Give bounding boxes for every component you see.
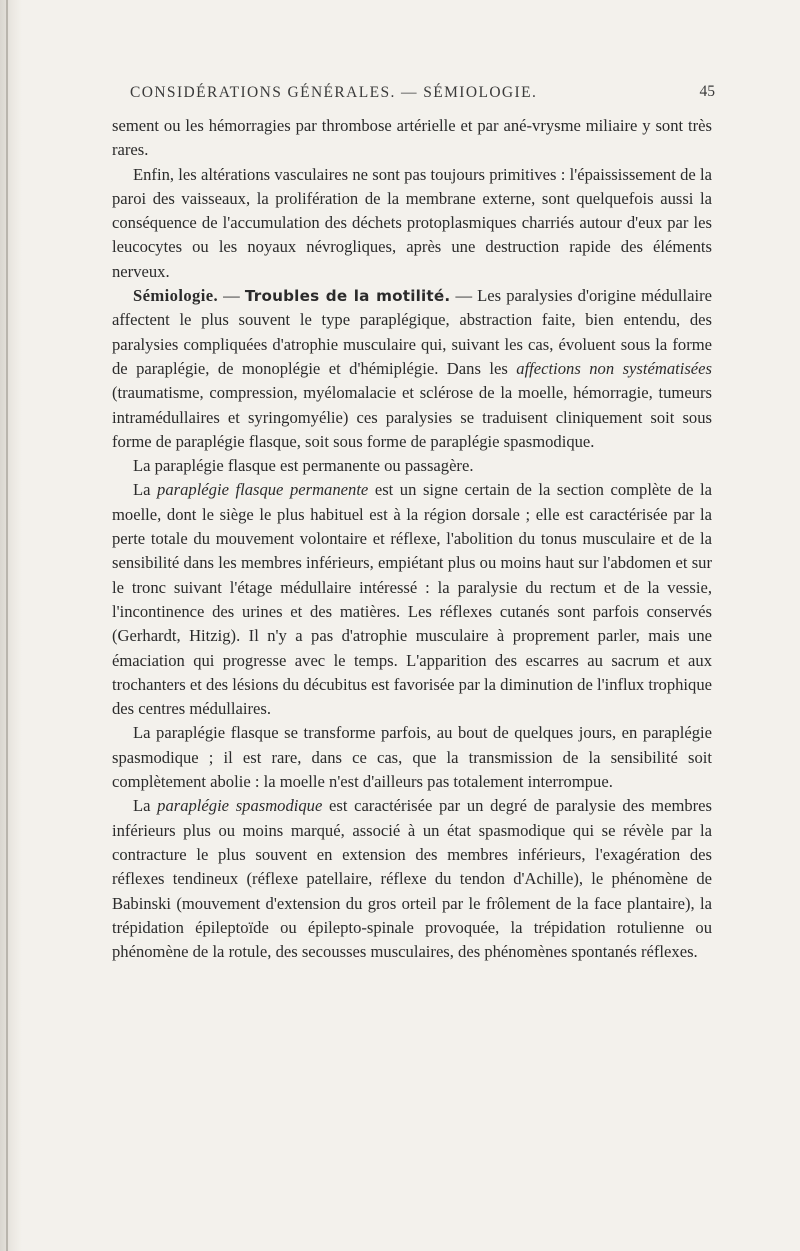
- paragraph-flaccid-permanent: [112, 478, 712, 721]
- book-page: [112, 80, 715, 964]
- paragraph-text: est un signe certain de la section complète de la moelle, dont le siège le plus habituel est à la région dorsale ; elle est caractérisée par la perte totale du mouvement volontaire et réflexe, l'abolition du tonus musculaire et de la sensibilité dans les membres inférieurs, empiétant plus ou moins haut sur l'abdomen et sur le tronc suivant l'étage médullaire intéressé : la paralysie du rectum et de la vessie, l'incontinence des urines et des matières. Les réflexes cutanés sont parfois conservés (Gerhardt, Hitzig). Il n'y a pas d'atrophie musculaire à proprement parler, mais une émaciation qui progresse avec le temps. L'apparition des escarres au sacrum et aux trochanters et des lésions du décubitus est favorisée par la diminution de l'influx trophique des centres médullaires.: [112, 480, 712, 719]
- running-title: CONSIDÉRATIONS GÉNÉRALES. — SÉMIOLOGIE.: [130, 84, 538, 101]
- section-lead: Sémiologie.: [133, 286, 219, 306]
- section-text: Les paralysies d'origine médullaire affectent le plus souvent le type paraplégique, abstraction faite, bien entendu, des paralysies compliquées d'atrophie musculaire qui, suivant les cas, évoluent sous la forme de paraplégie, de monoplégie et d'hémiplégie. Dans les: [112, 286, 713, 378]
- italic-term: paraplégie flasque permanente: [157, 480, 369, 500]
- page-number: 45: [699, 83, 715, 100]
- paragraph-prefix: La: [133, 796, 158, 816]
- paragraph-flaccid-transform: La paraplégie flasque se transforme parfois, au bout de quelques jours, en paraplégie spasmodique ; il est rare, dans ce cas, que la transmission de la sensibilité soit complètement abolie : la moelle n'est d'ailleurs pas totalement interrompue.: [112, 723, 712, 792]
- italic-term: affections non systématisées: [516, 358, 712, 378]
- section-title: Troubles de la motilité.: [244, 287, 451, 306]
- page-binding-shadow: [0, 0, 22, 1251]
- body-text: [112, 114, 712, 964]
- section-dash: —: [218, 286, 245, 306]
- section-text: (traumatisme, compression, myélomalacie et sclérose de la moelle, hémorragie, tumeurs intramédullaires et syringomyélie) ces paralysies se traduisent cliniquement soit sous forme de paraplégie flasque, soit sous forme de paraplégie spasmodique.: [112, 383, 712, 451]
- page-binding-edge: [6, 0, 8, 1251]
- paragraph-flaccid-intro: La paraplégie flasque est permanente ou passagère.: [133, 456, 474, 476]
- running-head: [112, 80, 715, 110]
- paragraph-text: est caractérisée par un degré de paralysie des membres inférieurs plus ou moins marqué, associé à un état spasmodique qui se révèle par la contracture le plus souvent en extension des membres inférieurs, l'exagération des réflexes tendineux (réflexe patellaire, réflexe du tendon d'Achille), le phénomène de Babinski (mouvement d'extension du gros orteil par le frôlement de la face plantaire), la trépidation épileptoïde ou épilepto-spinale provoquée, la trépidation rotulienne ou phénomène de la rotule, des secousses musculaires, des phénomènes spontanés réflexes.: [112, 796, 713, 962]
- italic-term: paraplégie spasmodique: [157, 796, 323, 816]
- section-dash: —: [450, 286, 478, 306]
- paragraph-continuation: sement ou les hémorragies par thrombose artérielle et par ané-vrysme miliaire y sont très rares.: [112, 116, 712, 160]
- paragraph-spasmodic: [112, 794, 712, 964]
- paragraph-semiology: [112, 284, 712, 454]
- paragraph-vascular-alterations: Enfin, les altérations vasculaires ne sont pas toujours primitives : l'épaississement de la paroi des vaisseaux, la prolifération de la membrane externe, sont quelquefois aussi la conséquence de l'accumulation des déchets protoplasmiques charriés autour d'eux par les leucocytes ou les noyaux névrogliques, après une destruction rapide des éléments nerveux.: [112, 164, 712, 281]
- paragraph-prefix: La: [133, 480, 158, 500]
